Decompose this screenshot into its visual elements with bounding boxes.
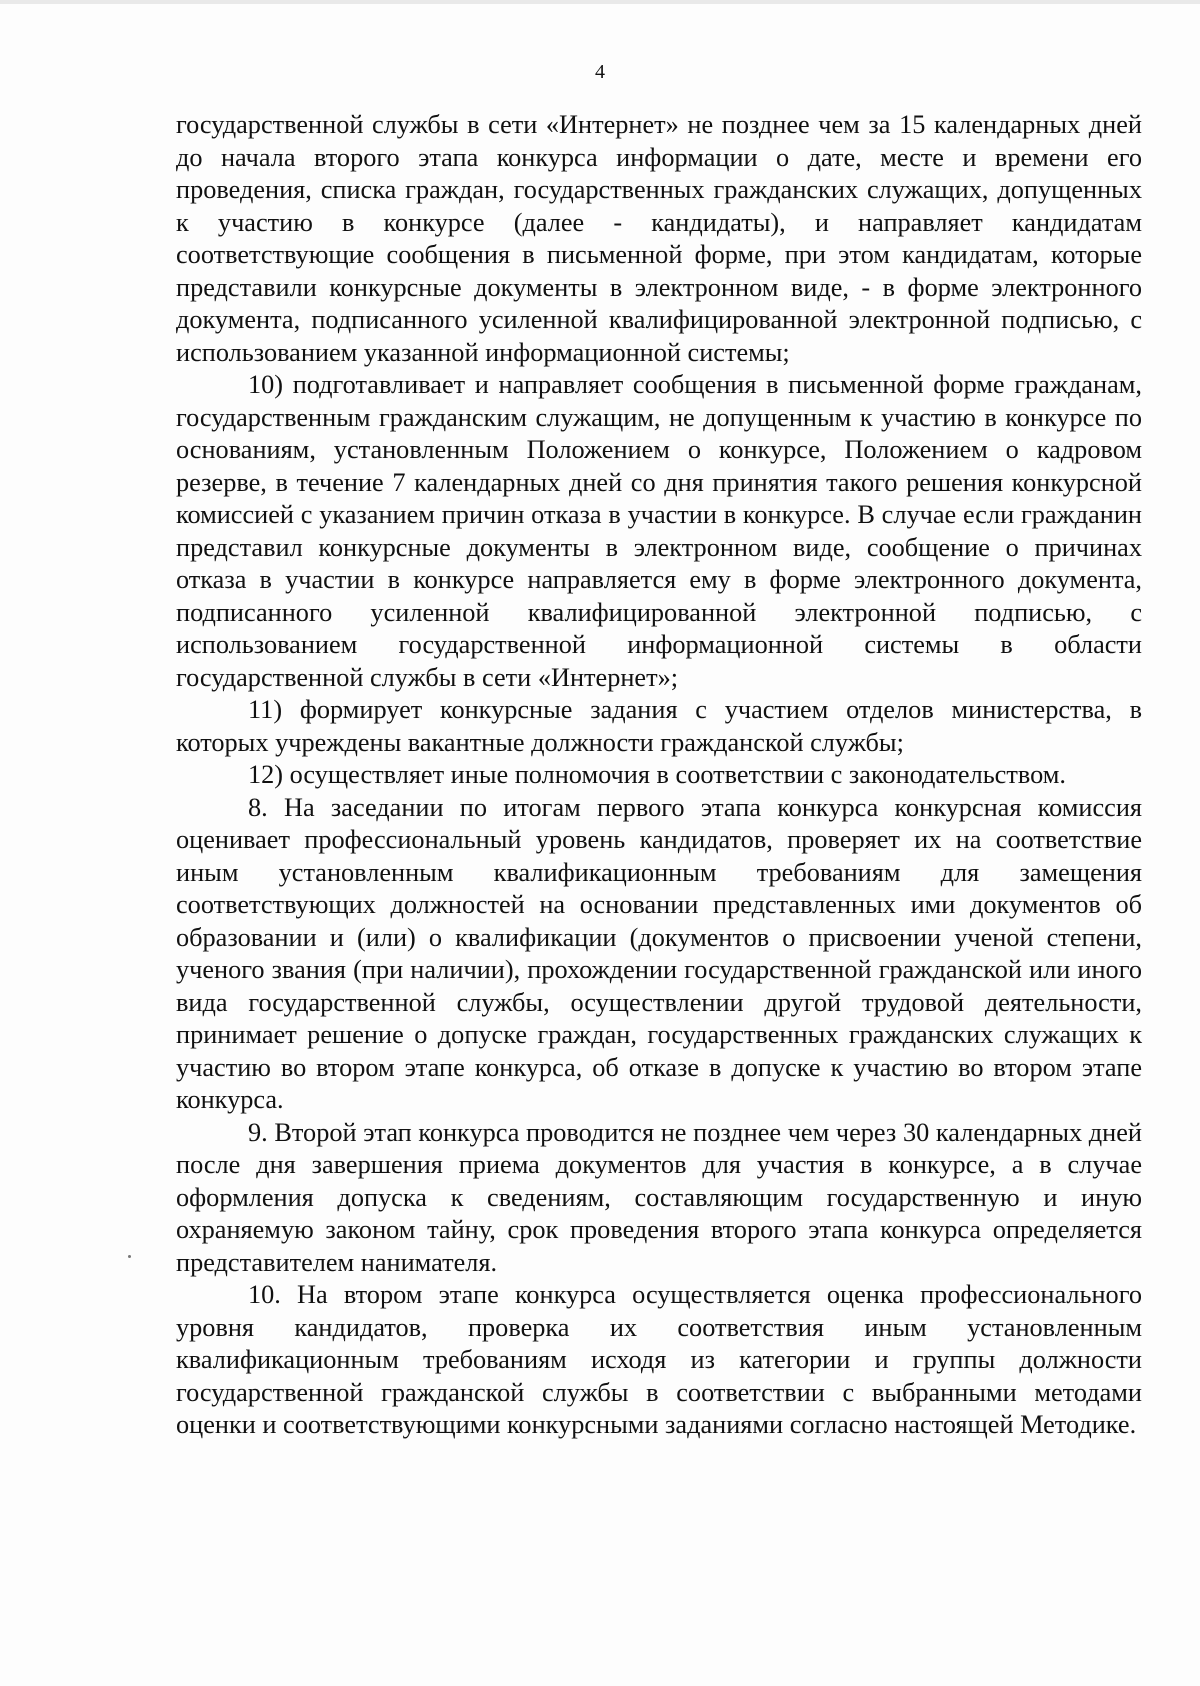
scan-speck: [128, 1255, 131, 1258]
paragraph-continuation: государственной службы в сети «Интернет» не позднее чем за 15 календарных дней до начала второго этапа конкурса информации о дате, месте и времени его проведения, списка граждан, государственных гражданских служащих, допущенных к участию в конкурсе (далее - кандидаты), и направляет кандидатам соответствующие сообщения в письменной форме, при этом кандидатам, которые представили конкурсные документы в электронном виде, - в форме электронного документа, подписанного усиленной квалифицированной электронной подписью, с использованием указанной информационной системы;: [176, 110, 1142, 367]
scan-edge: [0, 0, 1200, 4]
paragraph-section-8: 8. На заседании по итогам первого этапа конкурса конкурсная комиссия оценивает профессиональный уровень кандидатов, проверяет их на соответствие иным установленным квалификационным требованиям для замещения соответствующих должностей на основании представленных ими документов об образовании и (или) о квалификации (документов о присвоении ученой степени, ученого звания (при наличии), прохождении государственной гражданской или иного вида государственной службы, осуществлении другой трудовой деятельности, принимает решение о допуске граждан, государственных гражданских служащих к участию во втором этапе конкурса, об отказе в допуске к участию во втором этапе конкурса.: [176, 792, 1142, 1114]
page-number: 4: [595, 61, 605, 83]
paragraph-item-12: 12) осуществляет иные полномочия в соответствии с законодательством.: [248, 760, 1066, 789]
paragraph-section-9: 9. Второй этап конкурса проводится не позднее чем через 30 календарных дней после дня завершения приема документов для участия в конкурсе, а в случае оформления допуска к сведениям, составляющим государственную и иную охраняемую законом тайну, срок проведения второго этапа конкурса определяется представителем нанимателя.: [176, 1117, 1142, 1277]
paragraph-item-10: 10) подготавливает и направляет сообщения в письменной форме гражданам, государственным гражданским служащим, не допущенным к участию в конкурсе по основаниям, установленным Положением о конкурсе, Положением о кадровом резерве, в течение 7 календарных дней со дня принятия такого решения конкурсной комиссией с указанием причин отказа в участии в конкурсе. В случае если гражданин представил конкурсные документы в электронном виде, сообщение о причинах отказа в участии в конкурсе направляется ему в форме электронного документа, подписанного усиленной квалифицированной электронной подписью, с использованием государственной информационной системы в области государственной службы в сети «Интернет»;: [176, 370, 1142, 692]
paragraph-item-11: 11) формирует конкурсные задания с участием отделов министерства, в которых учреждены вакантные должности гражданской службы;: [176, 695, 1142, 757]
document-body: [176, 109, 1142, 1442]
paragraph-section-10: 10. На втором этапе конкурса осуществляется оценка профессионального уровня кандидатов, проверка их соответствия иным установленным квалификационным требованиям исходя из категории и группы должности государственной гражданской службы в соответствии с выбранными методами оценки и соответствующими конкурсными заданиями согласно настоящей Методике.: [176, 1280, 1142, 1439]
